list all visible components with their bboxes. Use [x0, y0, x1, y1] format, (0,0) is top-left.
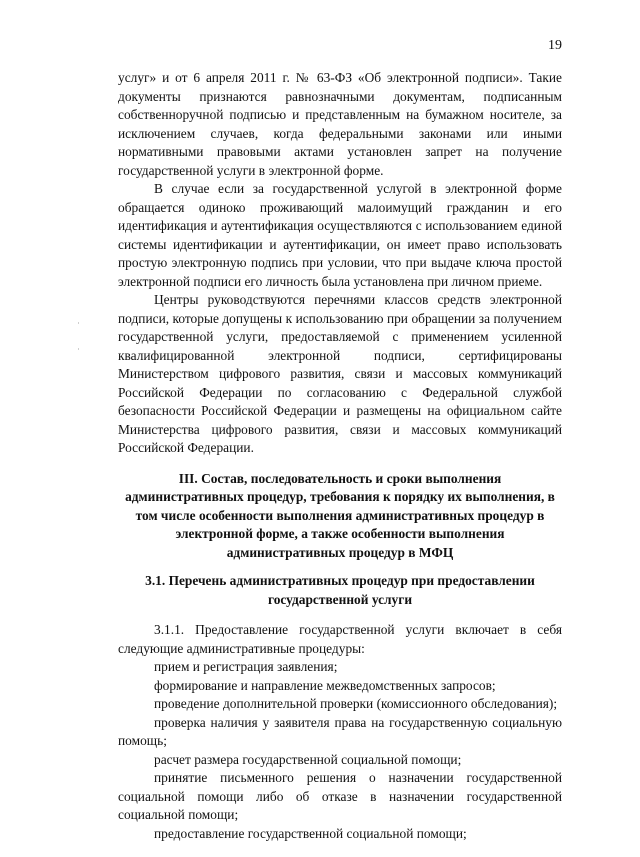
subsection-heading: 3.1. Перечень административных процедур при предоставлении государственной услуги: [145, 573, 535, 607]
paragraph: В случае если за государственной услугой в электронной форме обращается одиноко проживающий малоимущий гражданин и его идентификация и аутентификация осуществляются с использованием единой системы идентификации и аутентификации, он имеет право использовать простую электронную подпись при условии, что при выдаче ключа простой электронной подписи его личность была установлена при личном приеме.: [118, 181, 562, 289]
list-item: предоставление государственной социальной помощи;: [154, 825, 467, 841]
procedure-list: [118, 658, 562, 843]
list-item: расчет размера государственной социальной помощи;: [154, 751, 462, 767]
document-body: [118, 69, 562, 843]
section-heading: III. Состав, последовательность и сроки выполнения административных процедур, требования к порядку их выполнения, в том числе особенности выполнения административных процедур в электронной форме, а также особенности выполнения административных процедур в МФЦ: [125, 470, 555, 560]
scan-mark: [78, 322, 79, 324]
list-item: формирование и направление межведомственных запросов;: [154, 677, 496, 693]
list-item: проведение дополнительной проверки (комиссионного обследования);: [154, 696, 558, 711]
scan-mark: [78, 348, 79, 350]
list-item: прием и регистрация заявления;: [154, 659, 338, 674]
paragraph: Центры руководствуются перечнями классов средств электронной подписи, которые допущены к использованию при обращении за получением государственной услуги, предоставляемой с применением усиленной квалифицированной электронной подписи, сертифицированы Министерством цифрового развития, связи и массовых коммуникаций Российской Федерации по согласованию с Федеральной службой безопасности Российской Федерации и размещены на официальном сайте Министерства цифрового развития, связи и массовых коммуникаций Российской Федерации.: [118, 292, 562, 455]
list-intro: 3.1.1. Предоставление государственной услуги включает в себя следующие административные процедуры:: [118, 622, 562, 656]
paragraph: услуг» и от 6 апреля 2011 г. № 63-ФЗ «Об электронной подписи». Такие документы признаются равнозначными документам, подписанным собственноручной подписью и представленным на бумажном носителе, за исключением случаев, когда федеральными законами или иными нормативными правовыми актами установлен запрет на получение государственной услуги в электронной форме.: [118, 70, 562, 178]
list-item: принятие письменного решения о назначении государственной социальной помощи либо об отказе в назначении государственной социальной помощи;: [118, 770, 562, 822]
page-number: 19: [548, 38, 562, 53]
list-item: проверка наличия у заявителя права на государственную социальную помощь;: [118, 714, 562, 748]
